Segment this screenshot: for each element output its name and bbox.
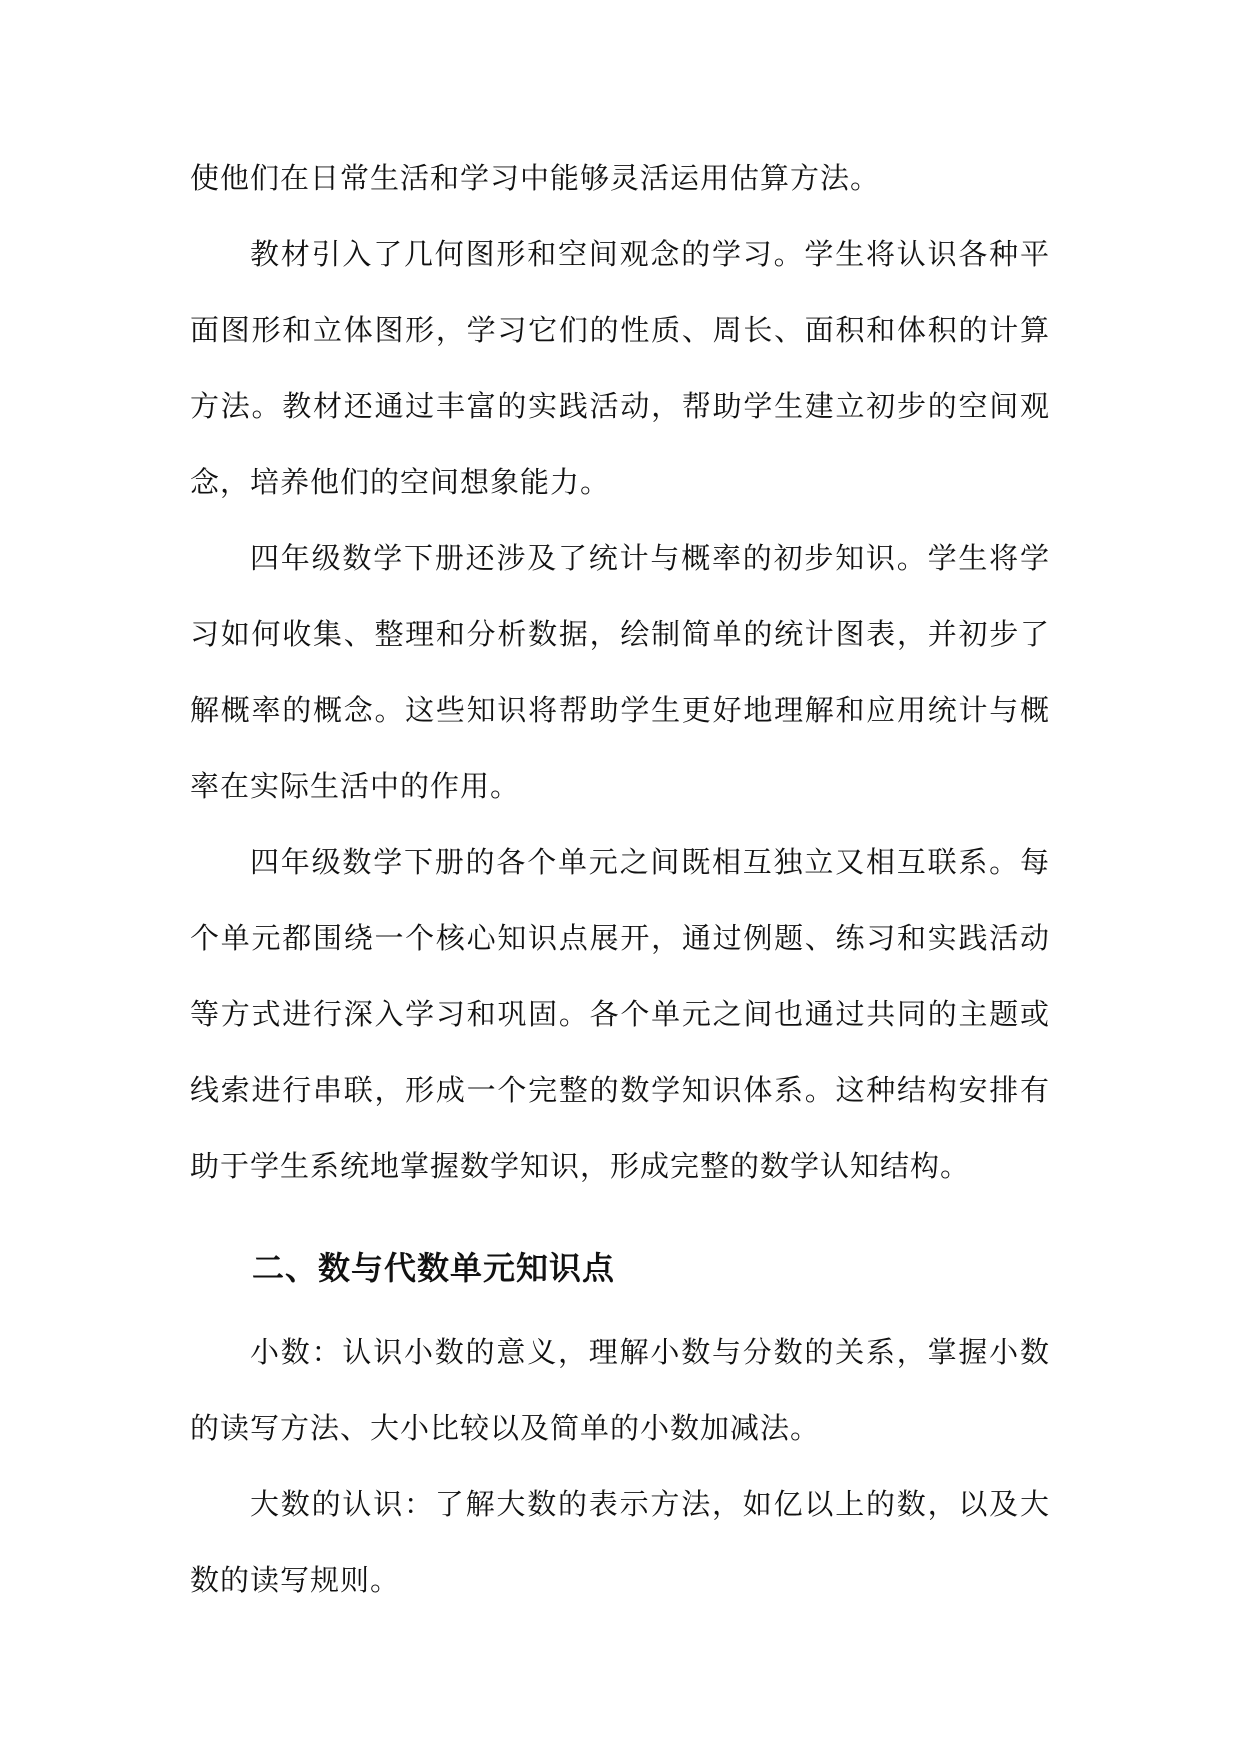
- structure-paragraph: 四年级数学下册的各个单元之间既相互独立又相互联系。每个单元都围绕一个核心知识点展开，通过例题、练习和实践活动等方式进行深入学习和巩固。各个单元之间也通过共同的主题或线索进行串联，形成一个完整的数学知识体系。这种结构安排有助于学生系统地掌握数学知识，形成完整的数学认知结构。: [190, 845, 1050, 1183]
- decimals-paragraph: 小数：认识小数的意义，理解小数与分数的关系，掌握小数的读写方法、大小比较以及简单的小数加减法。: [190, 1335, 1050, 1445]
- section-heading: 二、数与代数单元知识点: [252, 1249, 616, 1287]
- continuation-paragraph: 使他们在日常生活和学习中能够灵活运用估算方法。: [190, 161, 881, 195]
- page-content: [190, 140, 1050, 1618]
- geometry-paragraph: 教材引入了几何图形和空间观念的学习。学生将认识各种平面图形和立体图形，学习它们的性质、周长、面积和体积的计算方法。教材还通过丰富的实践活动，帮助学生建立初步的空间观念，培养他们的空间想象能力。: [190, 237, 1050, 499]
- statistics-paragraph: 四年级数学下册还涉及了统计与概率的初步知识。学生将学习如何收集、整理和分析数据，绘制简单的统计图表，并初步了解概率的概念。这些知识将帮助学生更好地理解和应用统计与概率在实际生活中的作用。: [190, 541, 1050, 803]
- large-numbers-paragraph: 大数的认识：了解大数的表示方法，如亿以上的数，以及大数的读写规则。: [190, 1487, 1050, 1597]
